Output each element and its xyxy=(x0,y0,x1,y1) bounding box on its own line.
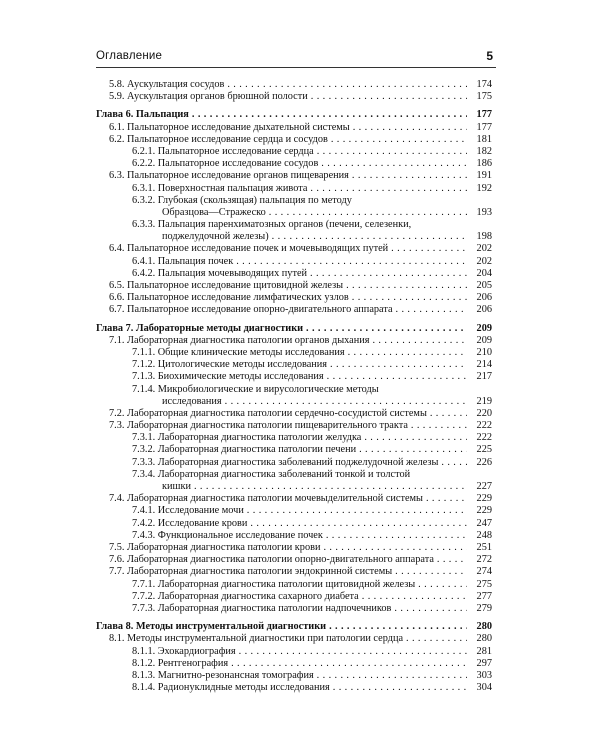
toc-entry-page: 177 xyxy=(476,121,492,133)
header-page-number: 5 xyxy=(486,49,493,63)
toc-entry-subsection[interactable] xyxy=(96,371,492,383)
toc-entry-page: 279 xyxy=(476,602,492,614)
toc-entry-page: 275 xyxy=(476,578,492,590)
toc-entry-page: 251 xyxy=(476,542,492,553)
toc-entry-title: 6.7. Пальпаторное исследование опорно-двигательного аппарата . . . xyxy=(109,304,467,316)
toc-entry-subsection[interactable] xyxy=(96,530,492,542)
toc-entry-page: 202 xyxy=(476,255,492,267)
toc-entry-subsection[interactable] xyxy=(96,505,492,517)
header-title: Оглавление xyxy=(96,50,163,62)
toc-entry-title: 7.3.2. Лабораторная диагностика патологии печени . . . xyxy=(132,444,467,456)
toc-entry-subsection[interactable] xyxy=(96,268,492,280)
toc-entry-page: 192 xyxy=(476,182,492,194)
toc-entry-page: 226 xyxy=(476,456,492,468)
toc-entry-title: 8.1.3. Магнитно-резонансная томография . . . xyxy=(132,670,467,682)
toc-entry-subsection[interactable] xyxy=(96,195,492,219)
toc-entry-title: 6.4.1. Пальпация почек . . . xyxy=(132,256,467,268)
toc-entry-title: 7.4.3. Функциональное исследование почек . . . xyxy=(132,530,467,542)
toc-entry-page: 272 xyxy=(476,554,492,566)
toc-entry-title: Глава 6. Пальпация . . . xyxy=(96,109,467,121)
toc-entry-page: 214 xyxy=(476,359,492,371)
toc-entry-page: 209 xyxy=(476,334,492,346)
toc-entry-page: 181 xyxy=(476,133,492,145)
toc-entry-title: 6.3.2. Глубокая (скользящая) пальпация по методу xyxy=(132,194,352,206)
toc-entry-subsection[interactable] xyxy=(96,256,492,268)
toc-entry-chapter[interactable] xyxy=(96,621,492,633)
toc-entry-page: 280 xyxy=(476,621,492,633)
toc-entry-page: 174 xyxy=(476,79,492,90)
toc-entry-title: 7.7.2. Лабораторная диагностика сахарного диабета . . . xyxy=(132,591,467,603)
toc-entry-page: 303 xyxy=(476,669,492,681)
toc-entry-page: 304 xyxy=(476,682,492,694)
toc-entry-page: 193 xyxy=(476,206,492,218)
toc-entry-page: 227 xyxy=(476,481,492,493)
toc-entry-title: 6.2.1. Пальпаторное исследование сердца . . . xyxy=(132,146,467,158)
toc-entry-title: 8.1.2. Рентгенография . . . xyxy=(132,658,467,670)
toc-entry-subsection[interactable] xyxy=(96,518,492,530)
toc-entry-subsection[interactable] xyxy=(96,432,492,444)
toc-entry-chapter[interactable] xyxy=(96,323,492,335)
toc-entry-title: 8.1. Методы инструментальной диагностики при патологии сердца . . . xyxy=(109,633,467,645)
toc-entry-title: 8.1.4. Радионуклидные методы исследования . . . xyxy=(132,682,467,694)
toc-entry-title: 6.3.3. Пальпация паренхиматозных органов (печени, селезенки, xyxy=(132,219,412,231)
toc-entry-section[interactable] xyxy=(96,493,492,505)
toc-entry-subsection[interactable] xyxy=(96,603,492,615)
toc-entry-section[interactable] xyxy=(96,420,492,432)
toc-entry-subsection[interactable] xyxy=(96,359,492,371)
toc-entry-title: 7.1.4. Микробиологические и вирусологические методы xyxy=(132,383,379,395)
toc-entry-section[interactable] xyxy=(96,542,492,554)
toc-entry-title-continued: поджелудочной железы) . . . xyxy=(162,231,467,243)
toc-entry-subsection[interactable] xyxy=(96,347,492,359)
toc-entry-title: 6.2.2. Пальпаторное исследование сосудов . . . xyxy=(132,158,467,170)
toc-entry-subsection[interactable] xyxy=(96,183,492,195)
toc-entry-title: 8.1.1. Эхокардиография . . . xyxy=(132,646,467,658)
toc-entry-title-continued: исследования . . . xyxy=(162,396,467,408)
toc-entry-subsection[interactable] xyxy=(96,158,492,170)
toc-entry-subsection[interactable] xyxy=(96,469,492,493)
toc-entry-page: 225 xyxy=(476,444,492,456)
toc-entry-title: 6.6. Пальпаторное исследование лимфатических узлов . . . xyxy=(109,292,467,304)
toc-entry-page: 219 xyxy=(476,395,492,407)
toc-entry-page: 248 xyxy=(476,529,492,541)
toc-entry-subsection[interactable] xyxy=(96,670,492,682)
toc-entry-page: 206 xyxy=(476,292,492,304)
table-of-contents xyxy=(96,79,492,694)
toc-entry-subsection[interactable] xyxy=(96,591,492,603)
toc-entry-title: 7.1.1. Общие клинические методы исследования . . . xyxy=(132,347,467,359)
toc-entry-section[interactable] xyxy=(96,79,492,91)
toc-entry-page: 209 xyxy=(476,322,492,334)
toc-entry-title: 6.1. Пальпаторное исследование дыхательной системы . . . xyxy=(109,122,467,134)
toc-entry-page: 175 xyxy=(476,91,492,103)
toc-entry-title: 6.3.1. Поверхностная пальпация живота . . . xyxy=(132,183,467,195)
toc-entry-page: 247 xyxy=(476,517,492,529)
toc-entry-title: 7.6. Лабораторная диагностика патологии опорно-двигательного аппарата . . . xyxy=(109,554,467,566)
toc-entry-title: 7.7.1. Лабораторная диагностика патологии щитовидной железы . . . xyxy=(132,579,467,591)
toc-entry-title: 7.7.3. Лабораторная диагностика патологии надпочечников . . . xyxy=(132,603,467,615)
toc-entry-section[interactable] xyxy=(96,280,492,292)
toc-entry-title: 6.2. Пальпаторное исследование сердца и сосудов . . . xyxy=(109,134,467,146)
toc-entry-section[interactable] xyxy=(96,633,492,645)
toc-entry-title: 7.5. Лабораторная диагностика патологии крови . . . xyxy=(109,542,467,554)
toc-entry-title: 7.1.3. Биохимические методы исследования . . . xyxy=(132,371,467,383)
running-header xyxy=(96,49,496,68)
toc-entry-title: Глава 8. Методы инструментальной диагностики . . . xyxy=(96,621,467,633)
toc-entry-page: 222 xyxy=(476,432,492,444)
toc-entry-page: 198 xyxy=(476,231,492,243)
toc-entry-title: 6.4.2. Пальпация мочевыводящих путей . . . xyxy=(132,268,467,280)
toc-entry-page: 297 xyxy=(476,657,492,669)
toc-entry-subsection[interactable] xyxy=(96,646,492,658)
toc-entry-chapter[interactable] xyxy=(96,109,492,121)
toc-entry-title: 7.3.3. Лабораторная диагностика заболеваний поджелудочной железы . . . xyxy=(132,457,467,469)
toc-entry-title: 7.3. Лабораторная диагностика патологии пищеварительного тракта . . . xyxy=(109,420,467,432)
toc-entry-page: 274 xyxy=(476,566,492,578)
toc-entry-page: 280 xyxy=(476,633,492,645)
toc-entry-page: 186 xyxy=(476,158,492,170)
toc-entry-title: 7.4. Лабораторная диагностика патологии мочевыделительной системы . . . xyxy=(109,493,467,505)
toc-entry-subsection[interactable] xyxy=(96,444,492,456)
toc-entry-section[interactable] xyxy=(96,554,492,566)
toc-entry-page: 204 xyxy=(476,267,492,279)
toc-entry-section[interactable] xyxy=(96,408,492,420)
toc-entry-page: 220 xyxy=(476,407,492,419)
toc-entry-page: 191 xyxy=(476,170,492,182)
toc-entry-title: 5.9. Аускультация органов брюшной полости . . . xyxy=(109,91,467,103)
toc-entry-section[interactable] xyxy=(96,243,492,255)
toc-entry-title: 7.7. Лабораторная диагностика патологии эндокринной системы . . . xyxy=(109,566,467,578)
toc-entry-title: 6.4. Пальпаторное исследование почек и мочевыводящих путей . . . xyxy=(109,243,467,255)
toc-entry-page: 205 xyxy=(476,280,492,292)
toc-entry-page: 229 xyxy=(476,493,492,505)
toc-entry-section[interactable] xyxy=(96,304,492,316)
toc-entry-section[interactable] xyxy=(96,122,492,134)
toc-entry-title: 7.4.2. Исследование крови . . . xyxy=(132,518,467,530)
toc-entry-title: 7.4.1. Исследование мочи . . . xyxy=(132,505,467,517)
toc-entry-page: 182 xyxy=(476,145,492,157)
toc-entry-page: 277 xyxy=(476,590,492,602)
toc-entry-subsection[interactable] xyxy=(96,682,492,694)
toc-entry-page: 229 xyxy=(476,505,492,517)
toc-entry-section[interactable] xyxy=(96,292,492,304)
toc-entry-section[interactable] xyxy=(96,335,492,347)
toc-entry-page: 202 xyxy=(476,243,492,255)
toc-entry-title: 7.2. Лабораторная диагностика патологии сердечно-сосудистой системы . . . xyxy=(109,408,467,420)
toc-entry-title: 7.3.4. Лабораторная диагностика заболеваний тонкой и толстой xyxy=(132,468,411,480)
toc-entry-section[interactable] xyxy=(96,566,492,578)
toc-entry-subsection[interactable] xyxy=(96,457,492,469)
toc-entry-title: 7.1. Лабораторная диагностика патологии органов дыхания . . . xyxy=(109,335,467,347)
toc-entry-page: 217 xyxy=(476,371,492,383)
toc-entry-subsection[interactable] xyxy=(96,146,492,158)
toc-entry-subsection[interactable] xyxy=(96,219,492,243)
toc-entry-page: 210 xyxy=(476,346,492,358)
toc-entry-section[interactable] xyxy=(96,134,492,146)
toc-entry-title-continued: кишки . . . xyxy=(162,481,467,493)
toc-entry-subsection[interactable] xyxy=(96,658,492,670)
toc-entry-title: 7.3.1. Лабораторная диагностика патологии желудка . . . xyxy=(132,432,467,444)
toc-entry-section[interactable] xyxy=(96,170,492,182)
toc-entry-page: 177 xyxy=(476,109,492,121)
toc-entry-title: Глава 7. Лабораторные методы диагностики . . . xyxy=(96,323,467,335)
toc-entry-title: 6.3. Пальпаторное исследование органов пищеварения . . . xyxy=(109,170,467,182)
toc-entry-page: 281 xyxy=(476,645,492,657)
toc-entry-section[interactable] xyxy=(96,91,492,103)
toc-entry-subsection[interactable] xyxy=(96,579,492,591)
toc-entry-title-continued: Образцова—Стражеско . . . xyxy=(162,207,467,219)
toc-entry-title: 7.1.2. Цитологические методы исследования . . . xyxy=(132,359,467,371)
toc-entry-subsection[interactable] xyxy=(96,384,492,408)
toc-entry-title: 5.8. Аускультация сосудов . . . xyxy=(109,79,467,91)
toc-entry-page: 222 xyxy=(476,420,492,432)
toc-entry-title: 6.5. Пальпаторное исследование щитовидной железы . . . xyxy=(109,280,467,292)
toc-entry-page: 206 xyxy=(476,304,492,316)
